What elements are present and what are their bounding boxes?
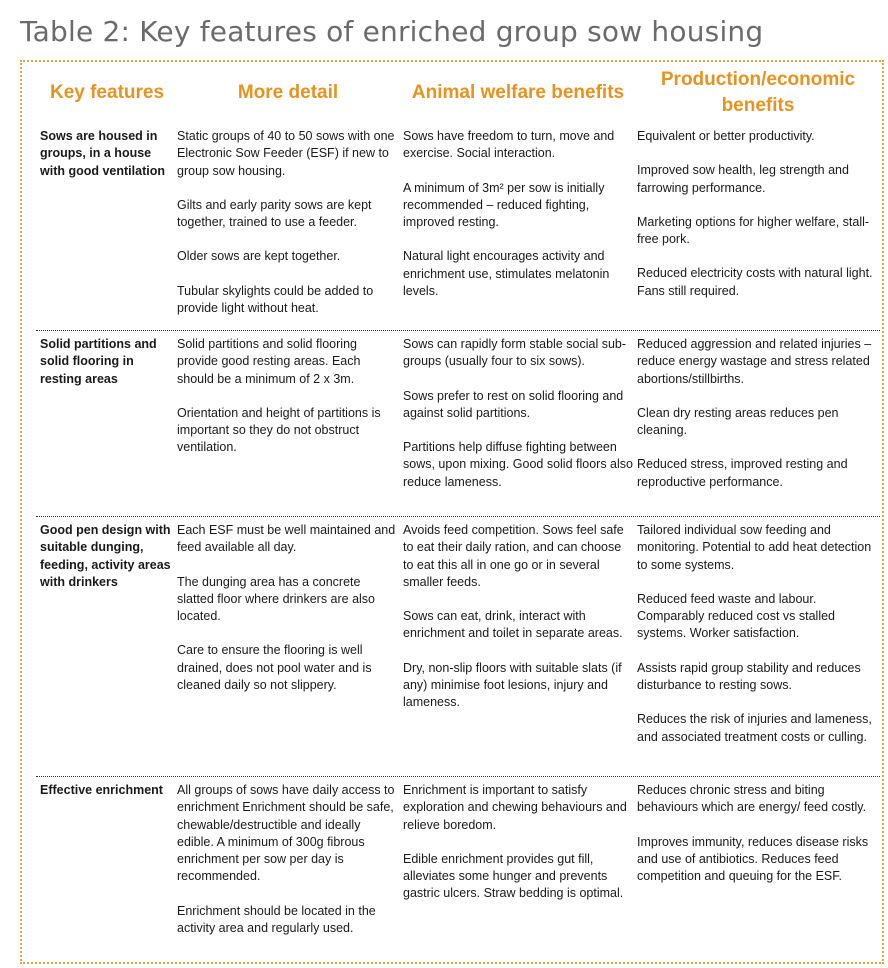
feature-label: Sows are housed in groups, in a house with good ventilation	[40, 129, 165, 178]
welfare-cell: Sows have freedom to turn, move and exercise. Social interaction. A minimum of 3m² per sow is initially recommended – reduced fighting, improved resting. Natural light encourages activity and enrichment use, stimulates melatonin levels.	[403, 129, 615, 299]
detail-cell: Each ESF must be well maintained and feed available all day. The dunging area has a concrete slatted floor where drinkers are also located. Care to ensure the flooring is well drained, does not pool water and is cleaned daily so not slippery.	[177, 523, 396, 693]
header-key-features: Key features	[49, 82, 165, 103]
feature-label: Effective enrichment	[40, 783, 163, 797]
production-cell: Reduced aggression and related injuries – reduce energy wastage and stress related abortions/stillbirths. Clean dry resting areas reduces pen cleaning. Reduced stress, improved resting and reproductive performance.	[637, 337, 872, 489]
detail-cell: Solid partitions and solid flooring provide good resting areas. Each should be a minimum of 2 x 3m. Orientation and height of partitions is important so they do not obstruct ventilation.	[177, 337, 381, 455]
detail-cell: Static groups of 40 to 50 sows with one Electronic Sow Feeder (ESF) if new to group sow housing. Gilts and early parity sows are kept together, trained to use a feeder. Older sows are kept together. Tubular skylights could be added to provide light without heat.	[177, 129, 395, 316]
header-welfare-benefits: Animal welfare benefits	[411, 82, 625, 103]
production-cell: Tailored individual sow feeding and monitoring. Potential to add heat detection to some systems. Reduced feed waste and labour. Comparably reduced cost vs stalled systems. Worker satisfaction. Assists rapid group stability and reduces disturbance to resting sows. Reduces the risk of injuries and lameness, and associated treatment costs or culling.	[637, 523, 872, 744]
header-more-detail: More detail	[237, 82, 339, 103]
page-title: Table 2: Key features of enriched group sow housing	[20, 15, 764, 48]
row-divider	[36, 776, 880, 777]
feature-label: Good pen design with suitable dunging, feeding, activity areas with drinkers	[40, 523, 171, 589]
production-cell: Reduces chronic stress and biting behaviours which are energy/ feed costly. Improves immunity, reduces disease risks and use of antibiotics. Reduces feed competition and queuing for the ESF.	[637, 783, 869, 884]
features-table	[20, 60, 884, 964]
header-production-benefits: Production/economic benefits	[660, 69, 856, 116]
welfare-cell: Sows can rapidly form stable social sub-groups (usually four to six sows). Sows prefer to rest on solid flooring and against solid partitions. Partitions help diffuse fighting between sows, upon mixing. Good solid floors also reduce lameness.	[403, 337, 633, 489]
row-divider	[36, 516, 880, 517]
welfare-cell: Enrichment is important to satisfy exploration and chewing behaviours and relieve boredom. Edible enrichment provides gut fill, alleviates some hunger and prevents gastric ulcers. Straw bedding is optimal.	[403, 783, 627, 901]
feature-label: Solid partitions and solid flooring in resting areas	[40, 337, 157, 386]
welfare-cell: Avoids feed competition. Sows feel safe to eat their daily ration, and can choose to eat this all in one go or in several smaller feeds. Sows can eat, drink, interact with enrichment and toilet in separate areas. Dry, non-slip floors with suitable slats (if any) minimise foot lesions, injury and lameness.	[403, 523, 624, 710]
row-divider	[36, 330, 880, 331]
production-cell: Equivalent or better productivity. Improved sow health, leg strength and farrowing performance. Marketing options for higher welfare, stall-free pork. Reduced electricity costs with natural light. Fans still required.	[637, 129, 873, 298]
detail-cell: All groups of sows have daily access to enrichment Enrichment should be safe, chewable/destructible and ideally edible. A minimum of 300g fibrous enrichment per sow per day is recommended. Enrichment should be located in the activity area and regularly used.	[177, 783, 395, 936]
